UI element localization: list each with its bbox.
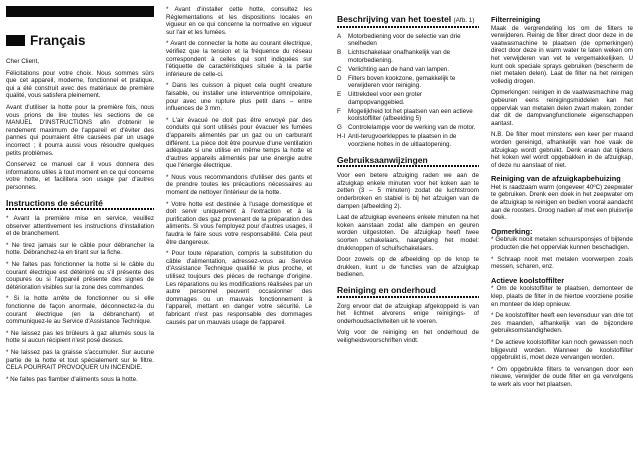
language-heading [6, 32, 154, 48]
paragraph: Félicitations pour votre choix. Nous sommes sûrs que cet appareil, moderne, fonctionnel et pratique, qui a été construit avec des matériaux de première qualité, vous satisfera pleinement. [6, 69, 154, 100]
heading-rule [337, 165, 479, 167]
figure-reference: (Afb. 1) [453, 17, 475, 24]
paragraph: * Si la hotte arrête de fonctionner ou si elle fonctionne de façon anormale, déconnectez-la du courant électrique (en la débranchant) et communiquez-le au Service d'Assistance Technique. [6, 295, 154, 326]
legend-key: F [337, 107, 341, 115]
legend-text: Lichtschakelaar onafhankelijk van de motorbediening. [348, 49, 451, 64]
legend-item [337, 66, 479, 74]
column-3 [337, 6, 479, 349]
legend-item [337, 124, 479, 132]
paragraph: * De actieve koolstoffilter kan noch gewassen noch blijgevuld worden. Wanneer de koolstoffilter opgebruikt is, moet deze vervangen worden. [491, 338, 633, 362]
paragraph: * L'air évacué ne doit pas être envoyé par des conduits qui sont utilisés pour évacuer les fumées d'appareils alimentés par un gaz ou un carburant différent. La pièce doit être pourvue d'une ventilation adéquate si une utilise en même temps la hotte et d'autres appareils alimentés par une énergie autre que l'énergie électrique. [166, 116, 312, 170]
legend-text: Filters boven kookzone, gemakkelijk te verwijderen voor reiniging. [348, 74, 456, 90]
description-title: Beschrijving van het toestel [337, 14, 452, 24]
legend-item [337, 133, 479, 148]
filter-heading: Filterreiniging [491, 15, 541, 24]
language-title: Français [30, 32, 86, 48]
paragraph: * Ne laissez pas les brûleurs à gaz allumés sous la hotte si aucun récipient n'est posé dessus. [6, 329, 154, 345]
paragraph: * Nous vous recommandons d'utiliser des gants et de prendre toutes les précautions nécessaires au moment de nettoyer l'intérieur de la hotte. [166, 173, 312, 197]
legend-item [337, 33, 479, 48]
paragraph: Het is raadzaam warm (ongeveer 40ºC) zeepwater te gebruiken. Drenk een doek in het zeepwater om de afzuigkap te reinigen en bedien vooral aandacht aan de roosters. Droog nadien af met een pluisvrije doek. [491, 183, 633, 222]
safety-text [6, 215, 154, 383]
paragraph: * Avant de connecter la hotte au courant électrique, vérifiez que la tension et la fréquence du réseau correspondent à celles qui sont indiquées sur l'étiquette de caractéristiques située à la partie inférieure de celle-ci. [166, 40, 312, 78]
heading-rule [337, 26, 479, 28]
paragraph: * De koolstoffilter heeft een levensduur van drie tot zes maanden, afhankelijk van de bijzondere gebruiksomstandigheden. [491, 312, 633, 335]
paragraph: * Dans les cuisson à piquet cela ought creature faisable, ou installer une interventrice omnipolaire, pour avec une rupture plus petit dans – entre influences de 3 mm. [166, 82, 312, 113]
paragraph: * Ne faites pas fonctionner la hotte si le câble du courant électrique est détérioré ou s'il présente des coupures ou si l'appareil présente des signes de détérioration visibles sur la zone des commandes. [6, 261, 154, 291]
legend-key: B [337, 49, 342, 57]
paragraph: Voor een betere afzuiging raden we aan de afzuigkap enkele minuten voor het koken aan te zetten (3 – 5 minuten) zodat de luchtstroom onderbroken en stabiel is bij het afzuigen van de dampen (afbeelding 2). [337, 172, 479, 210]
legend-text: Mogelijkheid tot het plaatsen van een actieve koolstoffilter (afbeelding 5) [348, 107, 473, 123]
column-2 [166, 6, 312, 330]
heading-rule [337, 296, 479, 298]
legend-text: Controlelampje voor de werking van de motor. [348, 124, 476, 132]
usage-heading: Gebruiksaanwijzingen [337, 154, 428, 165]
legend-key: H-I [337, 133, 346, 141]
paragraph: Maak de vergrendeling los om de filters te verwijderen. Reinig de filter direct door deze in de vaatwasmachine te plaatsen (de opmerkingen) direct door deze in warm water te laten weken om het verwijderen van vet te vergemakkelijken. U kunt ook speciale sprays gebruiken (bescherm de niet metalen delen). Laat de filter na het reinigen volledig drogen. [491, 24, 633, 85]
paragraph: N.B. De filter moet minstens een keer per maand worden gereinigd, afhankelijk van hoe vaak de afzuigkap wordt gebruikt. Denk eraan dat tijdens het koken wel wordt opgebakken in de afzuigkap, of deze nu aanstaat of niet. [491, 131, 633, 169]
legend-key: C [337, 65, 342, 73]
paragraph: Volg voor de reiniging en het onderhoud de veiligheidsvoorschriften vindt. [337, 329, 479, 344]
paragraph: Laat de afzuigkap eveneens enkele minuten na het koken aanstaan zodat alle dampen en geuren worden uitgestoten. De afzuigkap heeft twee soorten schakelaars, naargelang het model: drukknoppen of schuifschakelaars. [337, 214, 479, 252]
language-marker [6, 35, 25, 46]
legend-item [337, 49, 479, 64]
legend-item [337, 91, 479, 106]
legend-key: E [337, 91, 342, 99]
paragraph: * Gebruik nooit metalen schuursponsjes of bijtende producten die het oppervlak kunnen beschadigen. [491, 236, 633, 252]
safety-heading: Instructions de sécurité [6, 197, 103, 208]
intro-text [6, 58, 154, 192]
paragraph: Door zowels op de afbeelding op de knop te drukken, kunt u de functies van de afzuigkap bedienen. [337, 256, 479, 279]
legend-text: Uittrekdeel voor een groter dampopvanggebied. [348, 91, 422, 106]
column-4 [491, 6, 633, 393]
paragraph: Zorg ervoor dat de afzuigkap afgekoppeld is van het lichtnet alvorens enige reinigings- of onderhoudsactiviteiten uit te voeren. [337, 302, 479, 325]
cleaning-heading: Reiniging en onderhoud [337, 284, 436, 295]
paragraph: * Votre hotte est destinée à l'usage domestique et doit servir uniquement à l'extraction et à la purification des gaz provenant de la préparation des aliments. Si vous l'employez pour d'autres usages, il faudra le faire sous votre responsabilité. Cela peut être dangereux. [166, 200, 312, 246]
legend-key: D [337, 74, 342, 82]
paragraph: Cher Client, [6, 58, 39, 65]
paragraph: Avant d'utiliser la hotte pour la première fois, nous vous prions de lire toutes les sections de ce MANUEL D'INSTRUCTIONS afin d'obtenir le rendement maximum de l'appareil et d'éviter des pannes qui pourraient être causées par un usage incorrect ; il pourra aussi vous résoudre quelques petits problèmes. [6, 103, 154, 157]
column-1 [6, 6, 154, 387]
paragraph: * Avant la première mise en service, veuillez observer attentivement les instructions d'installation et de branchement. [6, 215, 154, 238]
legend-text: Verlichting aan de hand van lampen. [348, 65, 450, 73]
component-legend [337, 33, 479, 149]
heading-rule [6, 208, 154, 210]
paragraph: * Om opgebruikte filters te vervangen door een nieuwe, verwijder de oude filter en ga vervolgens te werk als voor het plaatsen. [491, 365, 633, 388]
housing-cleaning-heading: Reiniging van de afzuigkapbehuizing [491, 174, 621, 184]
header-bar [6, 6, 154, 17]
note-heading: Opmerking: [491, 226, 533, 236]
paragraph: Opmerkingen: reinigen in de vaatwasmachine mag gebeuren eens reinigingsmiddelen kan het oppervlak van metalen delen zwart maken, zonder dat dit de dampvangfunctionele eigenschappen aantast. [491, 89, 633, 127]
legend-item [337, 108, 479, 123]
legend-text: Anti-terugvoerkleppes te plaatsen in de voorziene holtes in de uitlaatopening. [348, 133, 457, 149]
paragraph: * Pour toute réparation, compris la substitution du câble d'alimentation, adressez-vous au Service d'Assistance Technique qualifié le plus proche, et utilisez toujours des pièces de rechange d'origine. Les réparations ou les modifications réalisées par un autre personnel peuvent occasionner des dommages ou un mauvais fonctionnement à l'appareil, mettant en danger votre sécurité. Le fabricant n'est pas responsable des dommages causés par un mauvais usage de l'appareil. [166, 250, 312, 326]
paragraph: * Ne tirez jamais sur le câble pour débrancher la hotte. Débranchez-la en tirant sur la fiche. [6, 241, 154, 257]
legend-item [337, 75, 479, 90]
paragraph: * Schraap nooit met metalen voorwerpen zoals messen, scharen, enz. [491, 255, 633, 271]
legend-key: A [337, 32, 342, 40]
legend-key: G [337, 124, 342, 132]
carbon-filter-heading: Actieve koolstoffilter [491, 275, 565, 285]
description-heading [337, 16, 479, 25]
paragraph: Conservez ce manuel car il vous donnera des informations utiles à tout moment en ce qui concerne votre hotte, et facilitera son usage par d'autres personnes. [6, 161, 154, 191]
legend-text: Motorbediening voor de selectie van drie snelheden [348, 32, 461, 48]
paragraph: * Ne laissez pas la graisse s'accumuler. Sur aucune partie de la hotte et tout spécialement sur le filtre. CELA POURRAIT PROVOQUER UN INCENDIE. [6, 349, 154, 372]
paragraph: * Om de koolstoffilter te plaatsen, demonteer de klep, plaats de filter in de hiertoe voorziene positie en monteer de klep opnieuw. [491, 285, 633, 308]
paragraph: * Ne faites pas flamber d'aliments sous la hotte. [6, 375, 138, 383]
paragraph: * Avant d'installer cette hotte, consultez les Réglementations et les dispositions locales en vigueur en ce qui concerne la normative en vigueur sur l'air et les fumées. [166, 6, 312, 36]
